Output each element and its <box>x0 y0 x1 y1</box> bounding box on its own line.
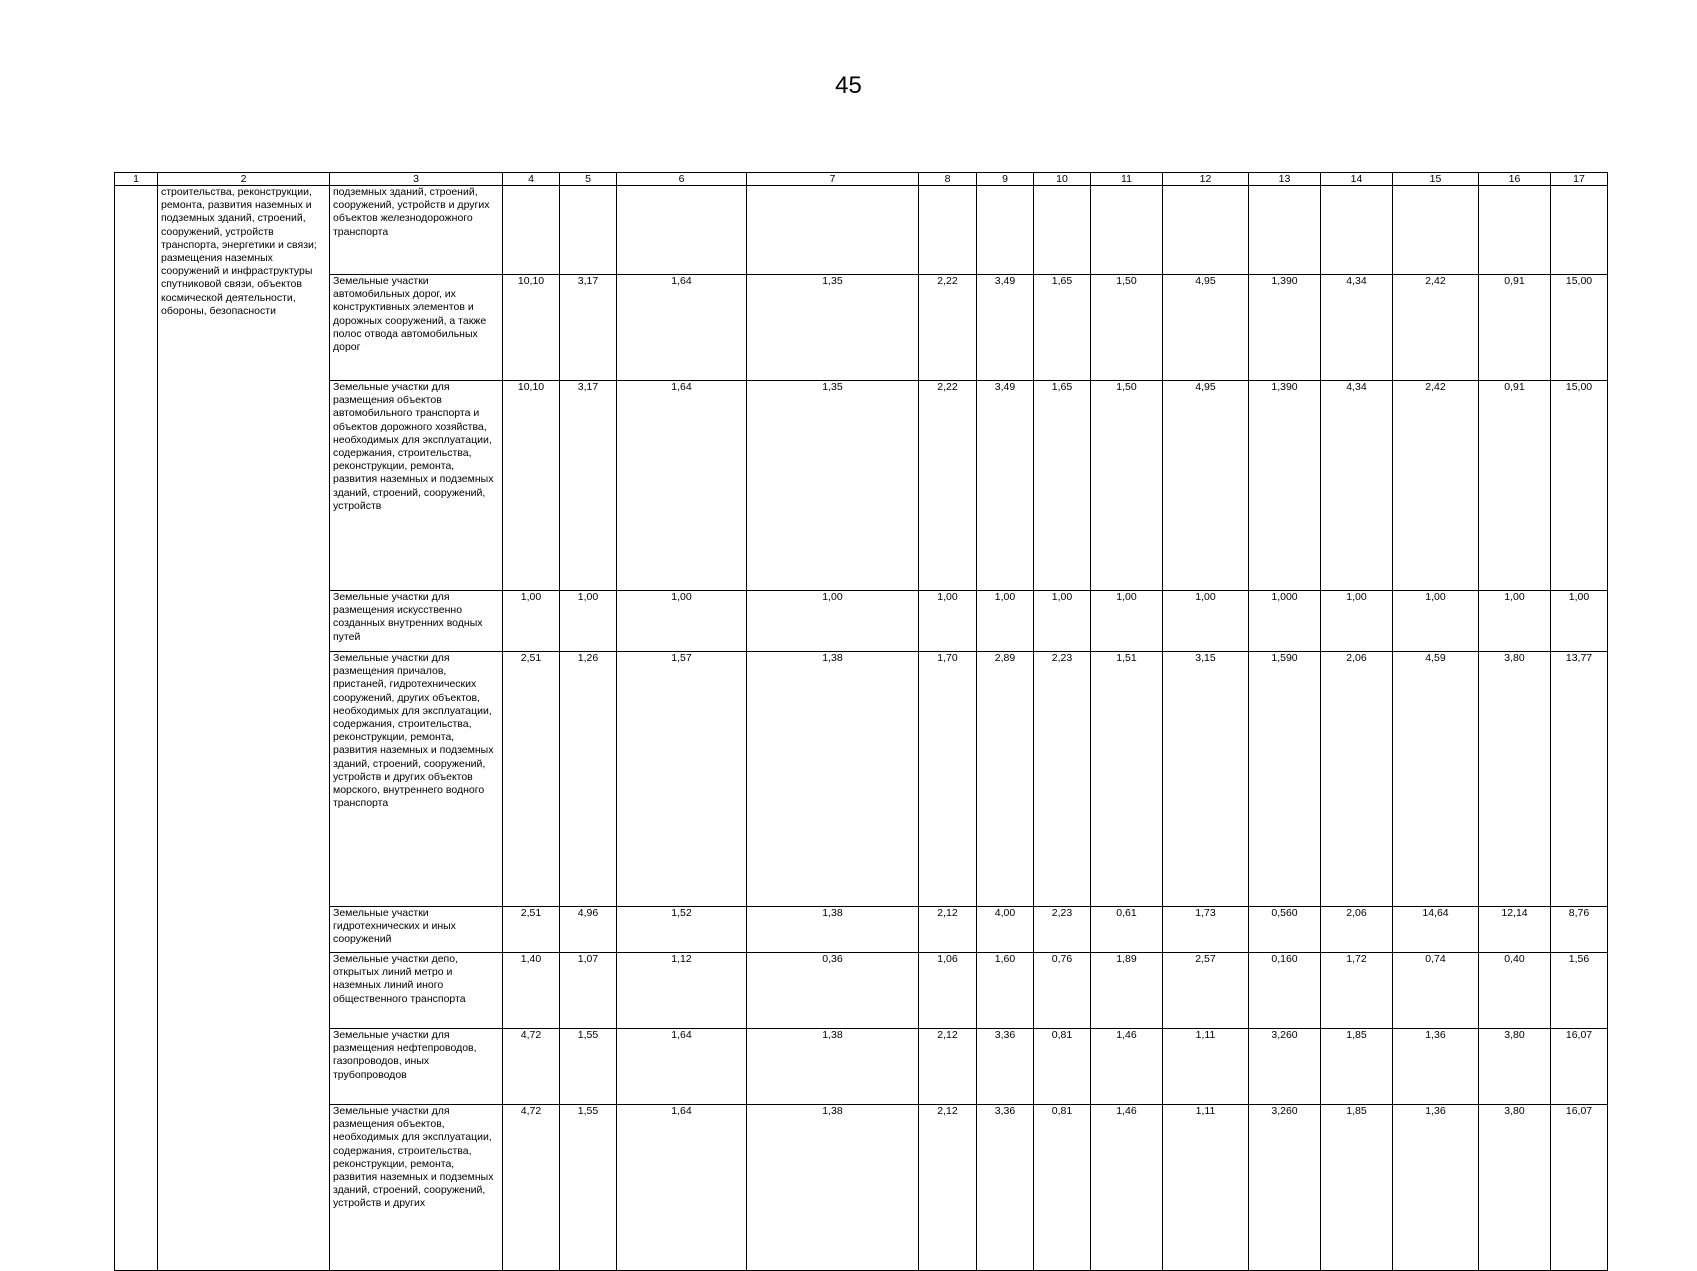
value-cell: 0,61 <box>1091 907 1163 953</box>
value-cell: 1,64 <box>617 1105 747 1271</box>
value-cell: 10,10 <box>503 381 560 591</box>
value-cell: 1,00 <box>503 591 560 652</box>
value-cell: 1,38 <box>747 1105 919 1271</box>
table-row <box>115 591 1608 652</box>
value-cell: 1,07 <box>560 953 617 1029</box>
table-row <box>115 652 1608 907</box>
value-cell: 1,38 <box>747 1029 919 1105</box>
value-cell: 1,65 <box>1034 381 1091 591</box>
value-cell: 1,590 <box>1249 652 1321 907</box>
value-cell: 2,42 <box>1393 275 1479 381</box>
column-header-4: 4 <box>503 173 560 186</box>
value-cell: 1,00 <box>1551 591 1608 652</box>
land-plot-description-cell: Земельные участки для размещения объектов автомобильного транспорта и объектов дорожного хозяйства, необходимых для эксплуатации, содержания, строительства, реконструкции, ремонта, развития наземных и подземных зданий, строений, сооружений, устройств <box>330 381 503 591</box>
column-header-7: 7 <box>747 173 919 186</box>
value-cell: 3,80 <box>1479 1105 1551 1271</box>
value-cell: 0,81 <box>1034 1029 1091 1105</box>
column-header-10: 10 <box>1034 173 1091 186</box>
value-cell: 2,06 <box>1321 907 1393 953</box>
value-cell <box>1551 186 1608 275</box>
land-plot-description-cell: Земельные участки гидротехнических и иных сооружений <box>330 907 503 953</box>
value-cell: 0,74 <box>1393 953 1479 1029</box>
value-cell: 1,00 <box>560 591 617 652</box>
value-cell: 1,51 <box>1091 652 1163 907</box>
value-cell: 10,10 <box>503 275 560 381</box>
value-cell: 3,80 <box>1479 652 1551 907</box>
value-cell: 4,96 <box>560 907 617 953</box>
table-row <box>115 275 1608 381</box>
value-cell <box>1479 186 1551 275</box>
column-header-16: 16 <box>1479 173 1551 186</box>
value-cell: 3,17 <box>560 275 617 381</box>
value-cell: 15,00 <box>1551 381 1608 591</box>
value-cell: 1,85 <box>1321 1105 1393 1271</box>
value-cell: 16,07 <box>1551 1105 1608 1271</box>
land-plot-description-cell: Земельные участки для размещения искусственно созданных внутренних водных путей <box>330 591 503 652</box>
value-cell: 1,52 <box>617 907 747 953</box>
value-cell: 1,38 <box>747 907 919 953</box>
table-row <box>115 381 1608 591</box>
value-cell: 1,56 <box>1551 953 1608 1029</box>
value-cell: 1,26 <box>560 652 617 907</box>
value-cell: 3,260 <box>1249 1105 1321 1271</box>
land-plot-description-cell: Земельные участки автомобильных дорог, их конструктивных элементов и дорожных сооружений, а также полос отвода автомобильных дорог <box>330 275 503 381</box>
value-cell: 2,42 <box>1393 381 1479 591</box>
land-plot-description-cell: Земельные участки для размещения причалов, пристаней, гидротехнических сооружений, других объектов, необходимых для эксплуатации, содержания, строительства, реконструкции, ремонта, развития наземных и подземных зданий, строений, сооружений, устройств и других объектов морского, внутреннего водного транспорта <box>330 652 503 907</box>
header-row <box>115 173 1608 186</box>
value-cell: 1,12 <box>617 953 747 1029</box>
value-cell: 0,40 <box>1479 953 1551 1029</box>
value-cell: 1,70 <box>919 652 977 907</box>
table-row <box>115 1105 1608 1271</box>
value-cell: 8,76 <box>1551 907 1608 953</box>
value-cell: 1,64 <box>617 1029 747 1105</box>
value-cell <box>747 186 919 275</box>
value-cell: 2,57 <box>1163 953 1249 1029</box>
value-cell: 1,390 <box>1249 275 1321 381</box>
column-header-17: 17 <box>1551 173 1608 186</box>
value-cell: 3,80 <box>1479 1029 1551 1105</box>
value-cell: 4,95 <box>1163 275 1249 381</box>
value-cell: 1,06 <box>919 953 977 1029</box>
value-cell: 1,38 <box>747 652 919 907</box>
value-cell <box>1034 186 1091 275</box>
value-cell: 3,36 <box>977 1105 1034 1271</box>
value-cell <box>560 186 617 275</box>
table-row <box>115 186 1608 275</box>
value-cell: 14,64 <box>1393 907 1479 953</box>
value-cell: 1,00 <box>617 591 747 652</box>
column-header-13: 13 <box>1249 173 1321 186</box>
value-cell: 4,34 <box>1321 275 1393 381</box>
value-cell <box>1249 186 1321 275</box>
value-cell: 4,34 <box>1321 381 1393 591</box>
column-header-9: 9 <box>977 173 1034 186</box>
value-cell <box>503 186 560 275</box>
value-cell: 1,000 <box>1249 591 1321 652</box>
value-cell: 2,12 <box>919 1029 977 1105</box>
column-header-15: 15 <box>1393 173 1479 186</box>
column-1-cell <box>115 186 158 1271</box>
value-cell <box>617 186 747 275</box>
value-cell: 1,00 <box>1321 591 1393 652</box>
value-cell: 1,46 <box>1091 1029 1163 1105</box>
value-cell: 1,35 <box>747 275 919 381</box>
value-cell: 1,00 <box>1479 591 1551 652</box>
value-cell: 1,64 <box>617 381 747 591</box>
value-cell: 2,06 <box>1321 652 1393 907</box>
value-cell: 3,49 <box>977 381 1034 591</box>
value-cell: 0,91 <box>1479 275 1551 381</box>
column-header-12: 12 <box>1163 173 1249 186</box>
value-cell: 1,89 <box>1091 953 1163 1029</box>
column-header-3: 3 <box>330 173 503 186</box>
value-cell: 1,40 <box>503 953 560 1029</box>
value-cell <box>977 186 1034 275</box>
column-header-2: 2 <box>158 173 330 186</box>
value-cell: 3,260 <box>1249 1029 1321 1105</box>
table-row <box>115 1029 1608 1105</box>
value-cell <box>1163 186 1249 275</box>
value-cell: 3,36 <box>977 1029 1034 1105</box>
land-plot-description-cell: Земельные участки для размещения объектов, необходимых для эксплуатации, содержания, строительства, реконструкции, ремонта, развития наземных и подземных зданий, строений, сооружений, устройств и других <box>330 1105 503 1271</box>
value-cell: 0,76 <box>1034 953 1091 1029</box>
value-cell: 1,57 <box>617 652 747 907</box>
value-cell: 4,00 <box>977 907 1034 953</box>
value-cell: 1,55 <box>560 1105 617 1271</box>
value-cell: 4,72 <box>503 1105 560 1271</box>
value-cell: 1,85 <box>1321 1029 1393 1105</box>
value-cell <box>1393 186 1479 275</box>
value-cell: 4,72 <box>503 1029 560 1105</box>
column-header-11: 11 <box>1091 173 1163 186</box>
value-cell: 3,17 <box>560 381 617 591</box>
value-cell: 1,36 <box>1393 1105 1479 1271</box>
value-cell: 2,23 <box>1034 907 1091 953</box>
value-cell: 1,50 <box>1091 275 1163 381</box>
value-cell: 1,73 <box>1163 907 1249 953</box>
value-cell: 1,00 <box>1091 591 1163 652</box>
page-number: 45 <box>835 72 862 99</box>
value-cell: 1,64 <box>617 275 747 381</box>
value-cell: 1,00 <box>919 591 977 652</box>
value-cell: 0,91 <box>1479 381 1551 591</box>
column-header-14: 14 <box>1321 173 1393 186</box>
value-cell: 3,15 <box>1163 652 1249 907</box>
value-cell: 2,22 <box>919 275 977 381</box>
value-cell: 2,12 <box>919 907 977 953</box>
value-cell: 1,390 <box>1249 381 1321 591</box>
value-cell: 1,00 <box>1163 591 1249 652</box>
coefficients-table <box>114 172 1608 1271</box>
column-header-6: 6 <box>617 173 747 186</box>
value-cell: 15,00 <box>1551 275 1608 381</box>
value-cell: 1,00 <box>1393 591 1479 652</box>
value-cell: 1,11 <box>1163 1105 1249 1271</box>
value-cell: 2,89 <box>977 652 1034 907</box>
value-cell: 2,23 <box>1034 652 1091 907</box>
value-cell: 0,160 <box>1249 953 1321 1029</box>
land-plot-description-cell: Земельные участки депо, открытых линий метро и наземных линий иного общественного транспорта <box>330 953 503 1029</box>
value-cell: 0,36 <box>747 953 919 1029</box>
value-cell: 16,07 <box>1551 1029 1608 1105</box>
value-cell: 1,35 <box>747 381 919 591</box>
value-cell: 1,72 <box>1321 953 1393 1029</box>
value-cell: 1,00 <box>977 591 1034 652</box>
value-cell: 12,14 <box>1479 907 1551 953</box>
value-cell: 1,65 <box>1034 275 1091 381</box>
value-cell: 1,50 <box>1091 381 1163 591</box>
table-body <box>115 186 1608 1271</box>
land-plot-description-cell: подземных зданий, строений, сооружений, устройств и других объектов железнодорожного транспорта <box>330 186 503 275</box>
table-row <box>115 907 1608 953</box>
table-row <box>115 953 1608 1029</box>
column-header-1: 1 <box>115 173 158 186</box>
value-cell: 1,55 <box>560 1029 617 1105</box>
value-cell: 2,51 <box>503 907 560 953</box>
value-cell: 1,46 <box>1091 1105 1163 1271</box>
value-cell: 2,51 <box>503 652 560 907</box>
value-cell <box>919 186 977 275</box>
value-cell: 4,95 <box>1163 381 1249 591</box>
land-use-category-cell: строительства, реконструкции, ремонта, развития наземных и подземных зданий, строений, сооружений, устройств транспорта, энергетики и связи; размещения наземных сооружений и инфраструктуры спутниковой связи, объектов космической деятельности, обороны, безопасности <box>158 186 330 1271</box>
value-cell: 1,00 <box>747 591 919 652</box>
column-header-5: 5 <box>560 173 617 186</box>
value-cell: 1,00 <box>1034 591 1091 652</box>
value-cell: 4,59 <box>1393 652 1479 907</box>
column-header-8: 8 <box>919 173 977 186</box>
land-plot-description-cell: Земельные участки для размещения нефтепроводов, газопроводов, иных трубопроводов <box>330 1029 503 1105</box>
value-cell <box>1091 186 1163 275</box>
value-cell: 1,11 <box>1163 1029 1249 1105</box>
value-cell <box>1321 186 1393 275</box>
value-cell: 1,36 <box>1393 1029 1479 1105</box>
value-cell: 0,81 <box>1034 1105 1091 1271</box>
value-cell: 3,49 <box>977 275 1034 381</box>
value-cell: 13,77 <box>1551 652 1608 907</box>
value-cell: 1,60 <box>977 953 1034 1029</box>
value-cell: 0,560 <box>1249 907 1321 953</box>
value-cell: 2,12 <box>919 1105 977 1271</box>
value-cell: 2,22 <box>919 381 977 591</box>
